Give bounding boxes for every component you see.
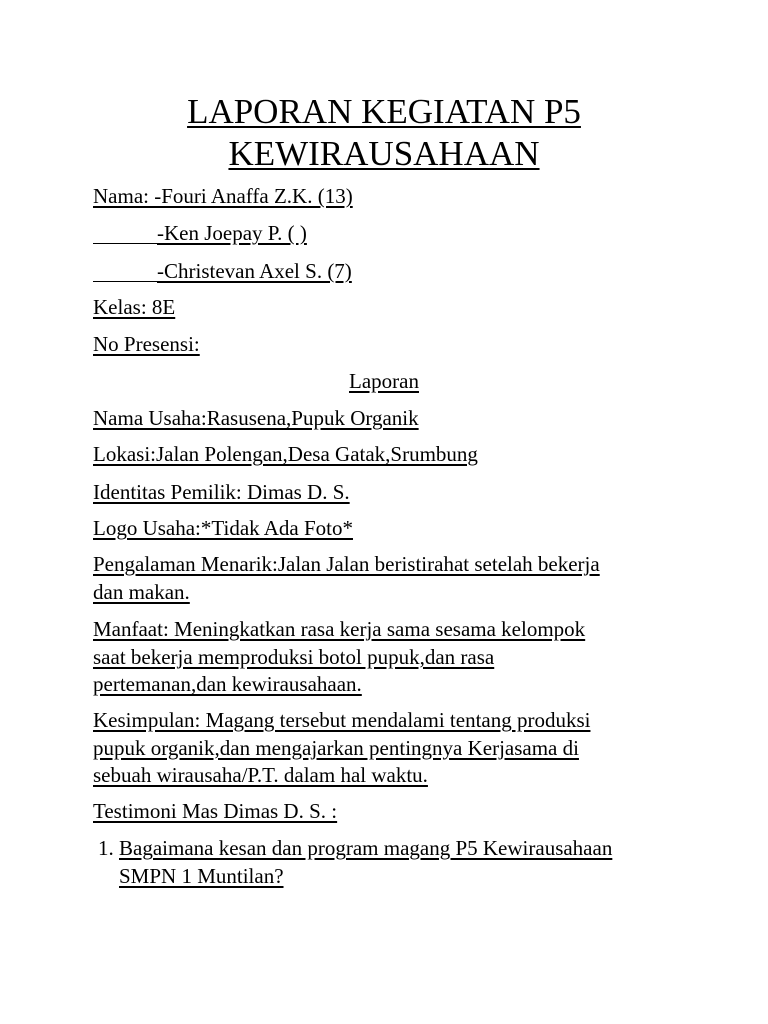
nama-line: Nama: -Fouri Anaffa Z.K. (13): [93, 184, 353, 208]
member-3: -Christevan Axel S. (7): [157, 259, 352, 283]
laporan-heading-text: Laporan: [349, 369, 419, 393]
kesimpulan-row-3: sebuah wirausaha/P.T. dalam hal waktu.: [93, 763, 428, 787]
indent-underline: [93, 242, 157, 244]
member-2: -Ken Joepay P. ( ): [157, 221, 307, 245]
question-row-2: SMPN 1 Muntilan?: [119, 863, 284, 888]
kesimpulan-row-2: pupuk organik,dan mengajarkan pentingnya Kerjasama di: [93, 735, 579, 760]
indent-underline: [93, 280, 157, 282]
manfaat-row-2: saat bekerja memproduksi botol pupuk,dan rasa: [93, 644, 495, 669]
question-row-1: Bagaimana kesan dan program magang P5 Kewirausahaan: [119, 836, 613, 860]
title-line-2: KEWIRAUSAHAAN: [228, 134, 540, 173]
lokasi-line: Lokasi:Jalan Polengan,Desa Gatak,Srumbung: [93, 442, 478, 466]
question-number: 1.: [98, 836, 114, 860]
manfaat-row-3: pertemanan,dan kewirausahaan.: [93, 672, 362, 696]
pengalaman-paragraph: [93, 551, 600, 606]
testimoni-heading: Testimoni Mas Dimas D. S. :: [93, 799, 338, 823]
nama-usaha-line: Nama Usaha:Rasusena,Pupuk Organik: [93, 406, 419, 430]
manfaat-paragraph: [93, 616, 585, 699]
kelas-line: Kelas: 8E: [93, 295, 176, 319]
pengalaman-row-1: Pengalaman Menarik:Jalan Jalan beristirahat setelah bekerja: [93, 552, 600, 576]
laporan-heading: [0, 367, 768, 395]
identitas-line: Identitas Pemilik: Dimas D. S.: [93, 480, 350, 504]
member-line-3: [93, 257, 352, 285]
kesimpulan-row-1: Kesimpulan: Magang tersebut mendalami tentang produksi: [93, 708, 591, 732]
kesimpulan-paragraph: [93, 707, 590, 790]
question-text: [119, 835, 612, 890]
no-presensi-line: No Presensi:: [93, 332, 200, 356]
member-line-2: [93, 219, 307, 247]
manfaat-row-1: Manfaat: Meningkatkan rasa kerja sama sesama kelompok: [93, 617, 586, 641]
title-line-1: LAPORAN KEGIATAN P5: [187, 92, 581, 131]
logo-line: Logo Usaha:*Tidak Ada Foto*: [93, 516, 353, 540]
pengalaman-row-2: dan makan.: [93, 579, 190, 604]
